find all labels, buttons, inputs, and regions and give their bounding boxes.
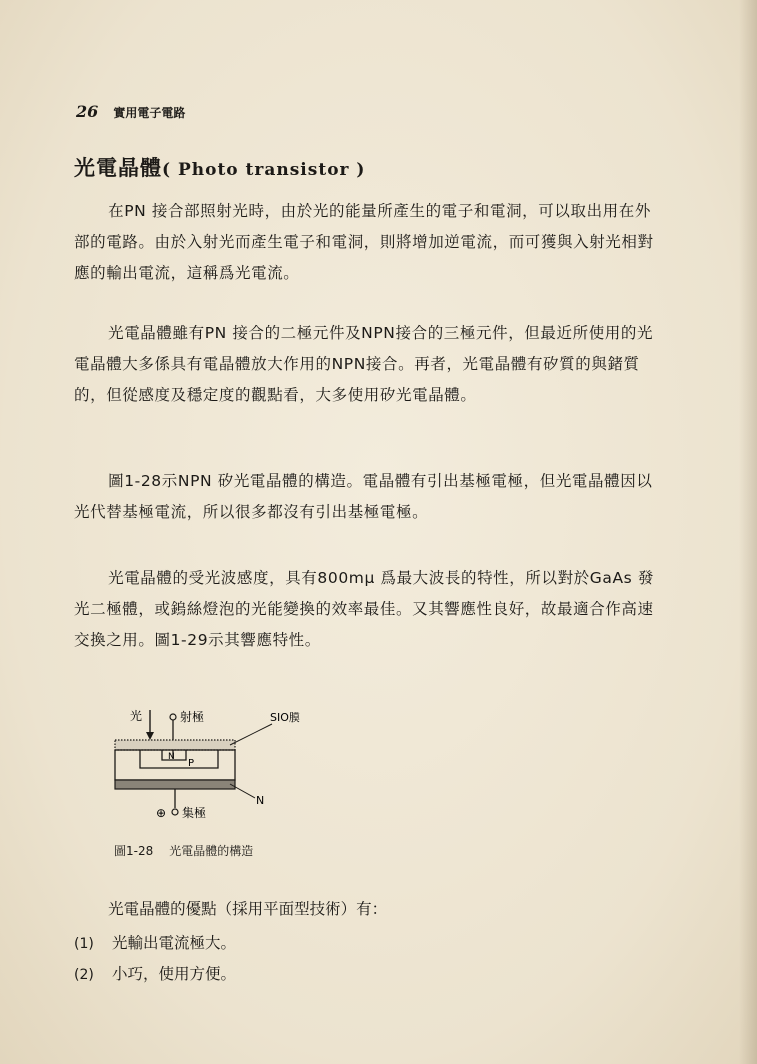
advantages-intro: 光電晶體的優點（採用平面型技術）有：: [108, 900, 388, 918]
substrate-pointer: [230, 784, 255, 798]
paragraph-3: 圖1-28示NPN 矽光電晶體的構造。電晶體有引出基極電極，但光電晶體因以光代替基極電流，所以很多都沒有引出基極電極。: [74, 472, 653, 521]
section-title: [74, 152, 365, 182]
section-title-zh: 光電晶體: [74, 156, 162, 180]
page-number: 26: [76, 102, 99, 121]
figure-caption-text: 光電晶體的構造: [169, 844, 254, 858]
book-title: 實用電子電路: [113, 106, 186, 120]
list-item: [74, 959, 236, 990]
label-oxide: SIO膜: [270, 711, 300, 724]
list-item: [74, 928, 236, 959]
advantages-list: [74, 928, 236, 990]
label-light: 光: [130, 709, 143, 723]
label-substrate: N: [256, 794, 265, 807]
collector-terminal-icon: [172, 809, 178, 815]
section-title-en: ( Photo transistor ): [162, 160, 366, 180]
paragraph-2: 光電晶體雖有PN 接合的二極元件及NPN接合的三極元件，但最近所使用的光電晶體大多係具有電晶體放大作用的NPN接合。再者，光電晶體有矽質的與鍺質的，但從感度及穩定度的觀點看，大多使用矽光電晶體。: [74, 324, 654, 404]
silicon-body: [115, 750, 235, 780]
oxide-pointer: [230, 724, 272, 745]
label-collector: 集極: [182, 806, 207, 820]
label-collector-sign: ⊕: [156, 806, 167, 820]
paragraph-1: 在PN 接合部照射光時，由於光的能量所產生的電子和電洞，可以取出用在外部的電路。由於入射光而產生電子和電洞，則將增加逆電流，而可獲與入射光相對應的輸出電流，這稱爲光電流。: [74, 202, 654, 282]
label-emitter: 射極: [180, 710, 205, 724]
emitter-terminal-icon: [170, 714, 176, 720]
paragraph-4: 光電晶體的受光波感度，具有800mμ 爲最大波長的特性，所以對於GaAs 發光二極體，或鎢絲燈泡的光能變換的效率最佳。又其響應性良好，故最適合作高速交換之用。圖1-29示其響應特性。: [74, 569, 654, 649]
label-p-region: P: [188, 758, 195, 769]
list-item-text: 小巧，使用方便。: [112, 965, 237, 983]
figure-caption-id: 圖1-28: [114, 844, 154, 858]
light-arrowhead-icon: [146, 732, 154, 740]
page-binding-shadow: [739, 0, 757, 1064]
phototransistor-structure-diagram: [100, 700, 300, 830]
figure-caption: [114, 842, 269, 859]
oxide-layer: [115, 740, 235, 750]
running-header: [76, 102, 185, 124]
label-n-region: N: [168, 752, 175, 762]
list-item-text: 光輸出電流極大。: [112, 934, 237, 952]
collector-metal: [115, 780, 235, 789]
list-item-number: (1): [74, 936, 94, 952]
list-item-number: (2): [74, 967, 94, 983]
p-region: [140, 750, 218, 768]
